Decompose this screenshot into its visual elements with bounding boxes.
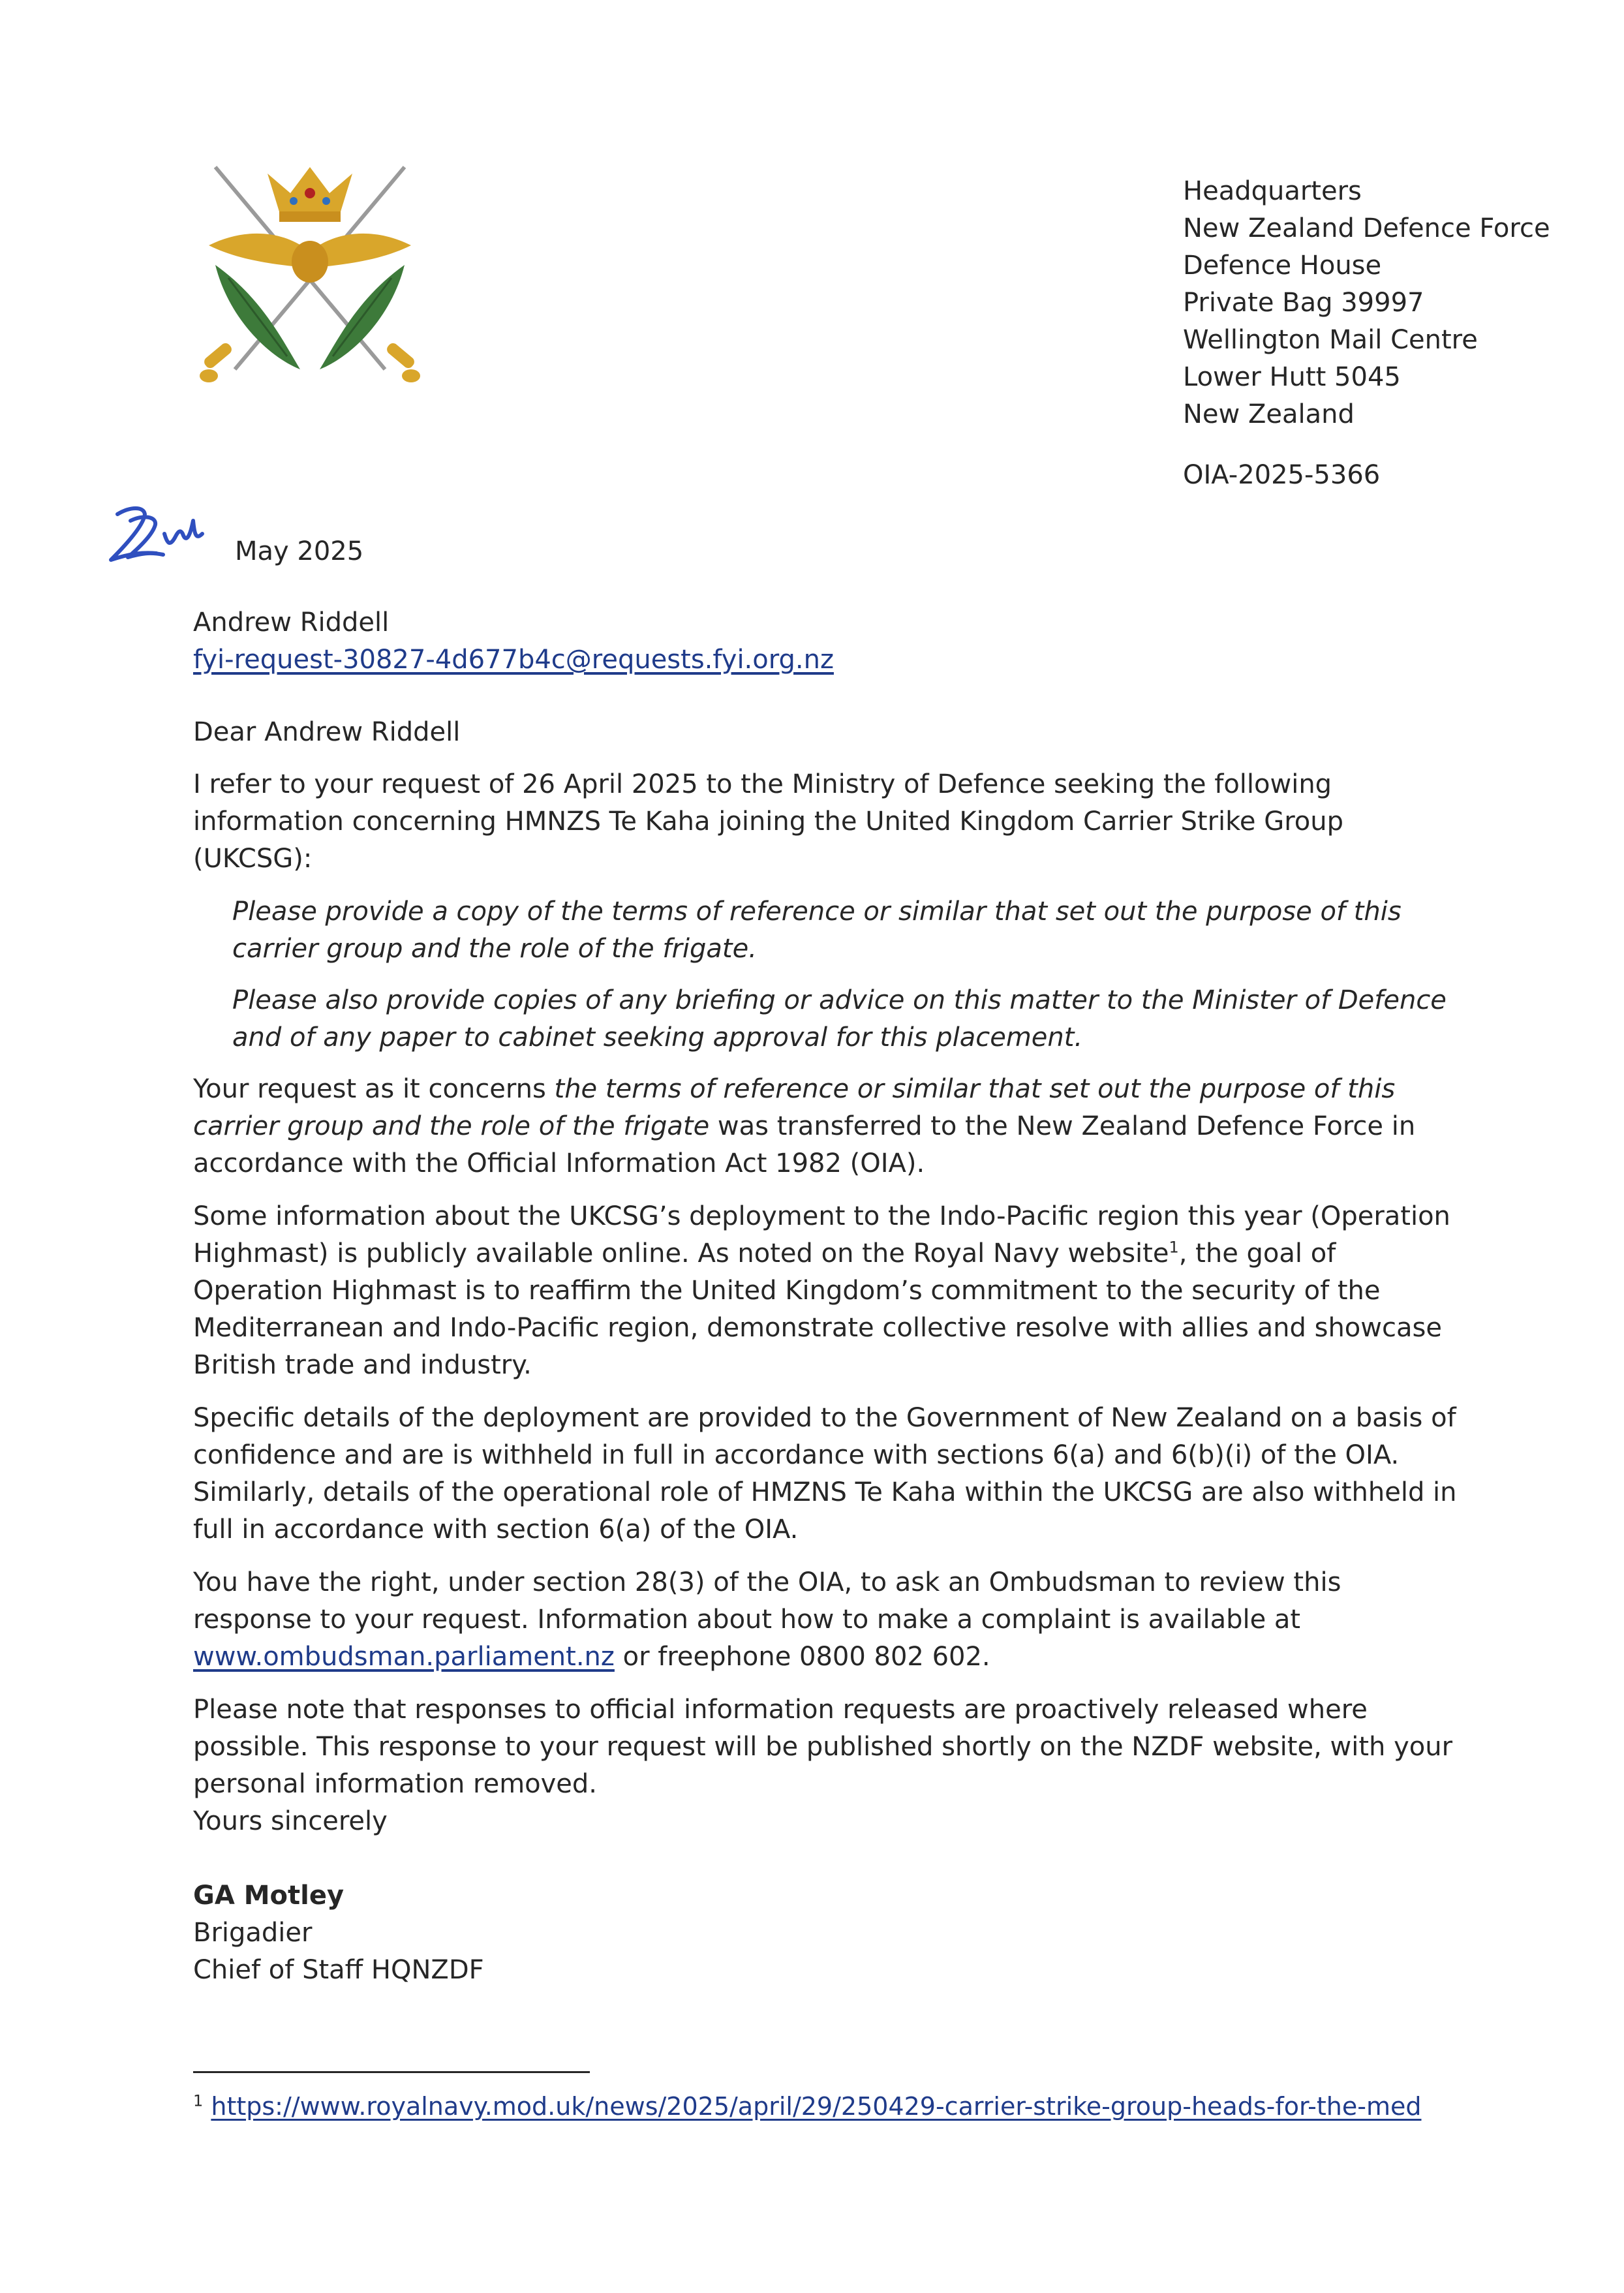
body-text: Your request as it concerns [193, 1074, 555, 1104]
body-paragraph [193, 1564, 1465, 1676]
body-text: was transferred to the New Zealand Defence Force in accordance with the Official Information Act 1982 (OIA). [193, 1111, 1416, 1178]
recipient-email-link[interactable]: fyi-request-30827-4d677b4c@requests.fyi.org.nz [193, 645, 834, 675]
body-paragraph [193, 1198, 1465, 1384]
footnote-link[interactable]: https://www.royalnavy.mod.uk/news/2025/april/29/250429-carrier-strike-group-heads-for-the-med [211, 2092, 1422, 2121]
reference-number: OIA-2025-5366 [1183, 460, 1381, 490]
request-quote: Please provide a copy of the terms of reference or similar that set out the purpose of this carrier group and the role of the frigate. [232, 897, 1402, 964]
body-paragraph [193, 1071, 1465, 1182]
body-paragraph: I refer to your request of 26 April 2025 to the Ministry of Defence seeking the following information concerning HMNZS Te Kaha joining the United Kingdom Carrier Strike Group (UKCSG): [193, 769, 1343, 874]
signatory-rank: Brigadier [193, 1918, 313, 1948]
ombudsman-link[interactable]: www.ombudsman.parliament.nz [193, 1642, 615, 1672]
body-paragraph: Please note that responses to official information requests are proactively released where possible. This response to your request will be published shortly on the NZDF website, with your personal information removed. [193, 1695, 1453, 1799]
address-line: New Zealand Defence Force [1183, 213, 1550, 243]
request-quote: Please also provide copies of any briefing or advice on this matter to the Minister of Defence and of any paper to cabinet seeking approval for this placement. [232, 985, 1447, 1053]
body-text: , the goal of Operation Highmast is to reaffirm the United Kingdom’s commitment to the security of the Mediterranean and Indo-Pacific region, demonstrate collective resolve with allies and showcase British trade and industry. [193, 1239, 1442, 1380]
body-text: You have the right, under section 28(3) of the OIA, to ask an Ombudsman to review this response to your request. Information about how to make a complaint is available at [193, 1567, 1341, 1635]
address-line: Lower Hutt 5045 [1183, 362, 1401, 392]
address-line: New Zealand [1183, 399, 1355, 429]
footnote-number: 1 [193, 2091, 204, 2110]
sender-address [1183, 173, 1550, 433]
address-line: Private Bag 39997 [1183, 288, 1424, 318]
signatory-name: GA Motley [193, 1881, 345, 1911]
letter-body [193, 766, 1465, 1819]
signatory-title: Chief of Staff HQNZDF [193, 1955, 484, 1985]
handwritten-day [104, 495, 228, 573]
footnote-marker: 1 [1169, 1238, 1179, 1257]
address-line: Headquarters [1183, 176, 1362, 206]
body-text: Some information about the UKCSG’s deployment to the Indo-Pacific region this year (Operation Highmast) is publicly available online. As noted on the Royal Navy website [193, 1201, 1450, 1269]
salutation: Dear Andrew Riddell [193, 717, 461, 747]
nzdf-crest-logo [189, 154, 431, 395]
footnote-divider [193, 2071, 590, 2073]
quoted-text: the terms of reference or similar that set out the purpose of this carrier group and the role of the frigate [193, 1074, 1396, 1141]
address-line: Wellington Mail Centre [1183, 325, 1478, 355]
letter-date: May 2025 [235, 536, 364, 566]
body-text: or freephone 0800 802 602. [614, 1642, 990, 1672]
signoff-block [193, 1803, 484, 1989]
recipient-name: Andrew Riddell [193, 608, 390, 638]
footnote [193, 2088, 1421, 2125]
address-line: Defence House [1183, 251, 1382, 281]
recipient-block [193, 604, 834, 679]
closing: Yours sincerely [193, 1806, 388, 1836]
body-paragraph: Specific details of the deployment are provided to the Government of New Zealand on a basis of confidence and are is withheld in full in accordance with sections 6(a) and 6(b)(i) of the OIA. Similarly, details of the operational role of HMZNS Te Kaha within the UKCSG are also withheld in full in accordance with section 6(a) of the OIA. [193, 1403, 1457, 1545]
